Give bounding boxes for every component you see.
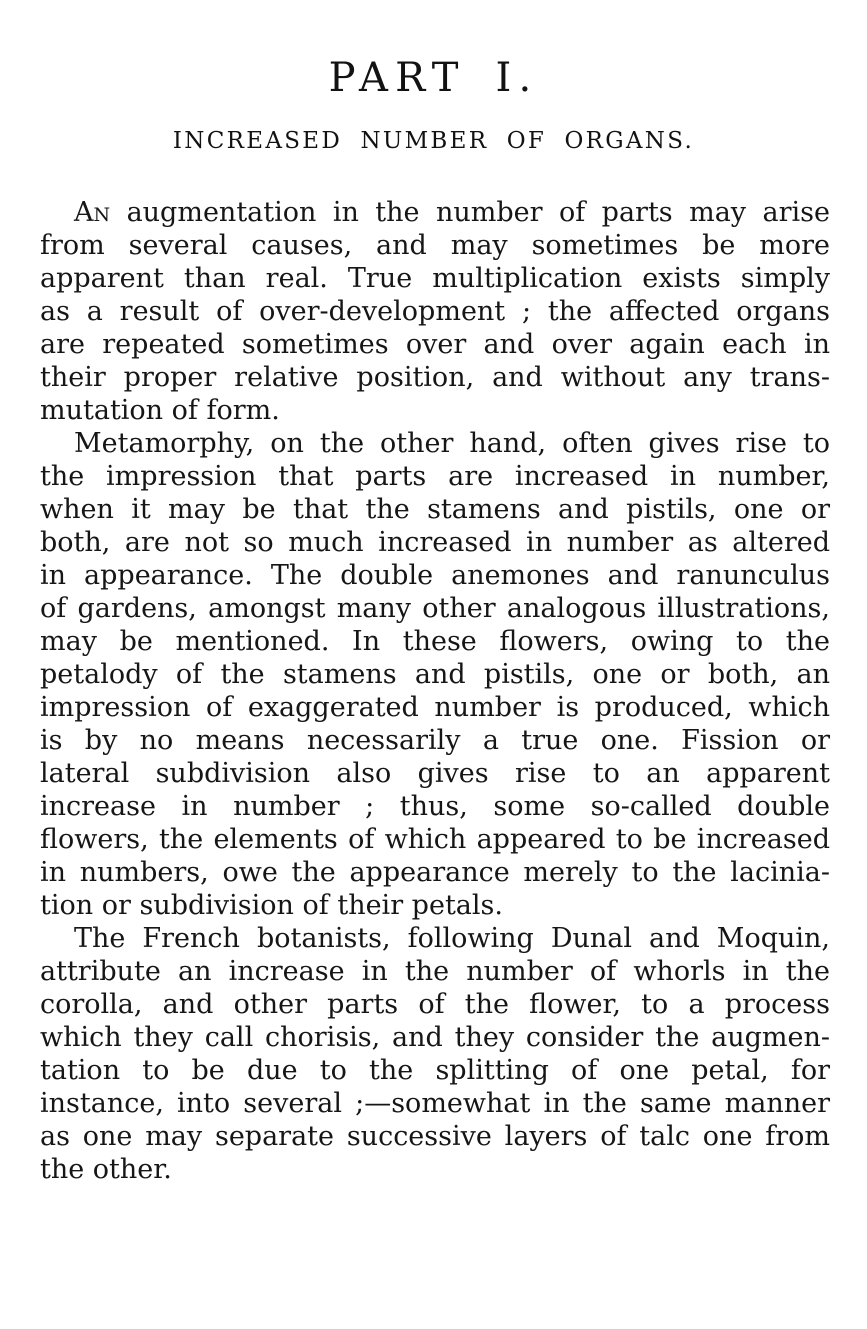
text-line: mutation of form. xyxy=(40,395,280,426)
text-line: the other. xyxy=(40,1154,172,1185)
text-line: may be mentioned. In these flowers, owing to the xyxy=(40,626,830,657)
text-line: the impression that parts are increased in number, xyxy=(40,461,830,492)
text-line: apparent than real. True multiplication exists simply xyxy=(40,263,830,294)
part-heading: PART I. xyxy=(328,55,539,101)
text-line: when it may be that the stamens and pistils, one or xyxy=(40,494,830,525)
text-line: their proper relative position, and without any trans- xyxy=(40,362,830,393)
text-line: as a result of over-development ; the affected organs xyxy=(40,296,830,327)
text-line: tation to be due to the splitting of one petal, for xyxy=(40,1055,830,1086)
paragraph-1 xyxy=(40,196,830,427)
paragraph-2 xyxy=(40,427,830,922)
text-line: tion or subdivision of their petals. xyxy=(40,890,503,921)
text-line: of gardens, amongst many other analogous illustrations, xyxy=(40,593,830,624)
text-line xyxy=(40,196,830,229)
text-line: flowers, the elements of which appeared to be increased xyxy=(40,824,830,855)
text-line: from several causes, and may sometimes be more xyxy=(40,230,830,261)
paragraph-3 xyxy=(40,922,830,1186)
text-line: petalody of the stamens and pistils, one or both, an xyxy=(40,659,830,690)
text-line: are repeated sometimes over and over again each in xyxy=(40,329,830,360)
text-line: in numbers, owe the appearance merely to the lacinia- xyxy=(40,857,830,888)
text-line: lateral subdivision also gives rise to an apparent xyxy=(40,758,830,789)
page-body xyxy=(40,196,830,1186)
text-line: increase in number ; thus, some so-called double xyxy=(40,791,830,822)
text-line: in appearance. The double anemones and ranunculus xyxy=(40,560,830,591)
text-line: Metamorphy, on the other hand, often gives rise to xyxy=(74,428,830,459)
text-line: corolla, and other parts of the flower, to a process xyxy=(40,989,830,1020)
text-line: both, are not so much increased in number as altered xyxy=(40,527,830,558)
smallcaps-lead: An xyxy=(74,197,111,228)
text-line: The French botanists, following Dunal and Moquin, xyxy=(74,923,830,954)
text-line-rest: augmentation in the number of parts may arise xyxy=(110,197,830,228)
chapter-heading: INCREASED NUMBER OF ORGANS. xyxy=(172,128,695,154)
text-line: instance, into several ;—somewhat in the same manner xyxy=(40,1088,830,1119)
text-line: as one may separate successive layers of talc one from xyxy=(40,1121,830,1152)
text-line: attribute an increase in the number of whorls in the xyxy=(40,956,830,987)
text-line: impression of exaggerated number is produced, which xyxy=(40,692,830,723)
text-line: which they call chorisis, and they consider the augmen- xyxy=(40,1022,830,1053)
text-line: is by no means necessarily a true one. Fission or xyxy=(40,725,830,756)
